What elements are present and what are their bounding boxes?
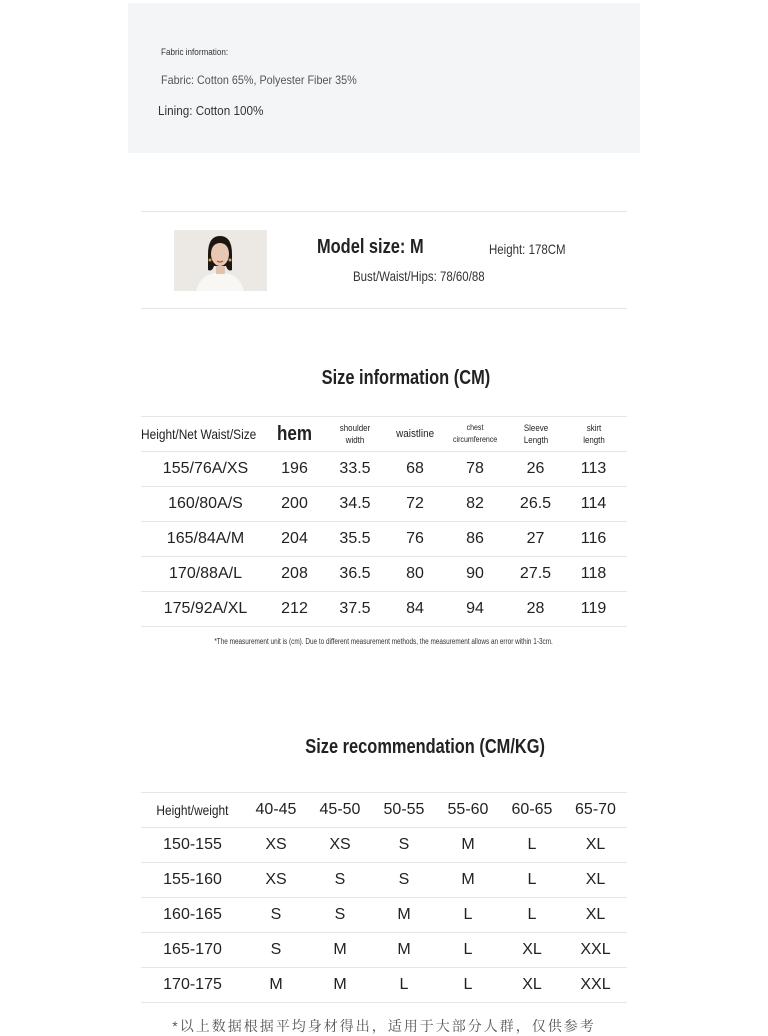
header-weight-range: 45-50 [308, 793, 372, 828]
table-row [141, 898, 627, 933]
table-cell: M [308, 933, 372, 968]
table-cell: 165/84A/M [141, 522, 270, 557]
size-reco-title: Size recommendation (CM/KG) [305, 736, 545, 758]
table-cell: XXL [564, 968, 627, 1003]
header-height-weight: Height/weight [141, 793, 244, 828]
table-cell: M [372, 933, 436, 968]
header-weight-range: 40-45 [244, 793, 308, 828]
table-cell: 155-160 [141, 863, 244, 898]
header-chest-circumference: chest circumference [439, 417, 511, 452]
table-cell: 113 [560, 452, 627, 487]
table-cell: 27 [511, 522, 560, 557]
table-cell: 196 [270, 452, 319, 487]
table-row [141, 522, 627, 557]
table-cell: 165-170 [141, 933, 244, 968]
table-cell: S [308, 863, 372, 898]
table-cell: S [308, 898, 372, 933]
table-cell: L [436, 898, 500, 933]
table-cell: 90 [439, 557, 511, 592]
size-info-title: Size information (CM) [321, 367, 491, 389]
table-cell: 68 [391, 452, 439, 487]
table-cell: L [372, 968, 436, 1003]
table-cell: M [244, 968, 308, 1003]
header-sleeve-length: Sleeve Length [511, 417, 560, 452]
table-cell: 76 [391, 522, 439, 557]
table-cell: 170-175 [141, 968, 244, 1003]
header-weight-range: 50-55 [372, 793, 436, 828]
header-weight-range: 65-70 [564, 793, 627, 828]
table-cell: 114 [560, 487, 627, 522]
table-cell: XL [564, 898, 627, 933]
table-cell: XL [564, 863, 627, 898]
header-weight-range: 60-65 [500, 793, 564, 828]
table-cell: L [500, 898, 564, 933]
table-row [141, 828, 627, 863]
table-cell: 82 [439, 487, 511, 522]
table-cell: XS [244, 828, 308, 863]
table-cell: L [436, 968, 500, 1003]
table-cell: 160/80A/S [141, 487, 270, 522]
table-cell: M [308, 968, 372, 1003]
table-cell: XS [244, 863, 308, 898]
table-row [141, 452, 627, 487]
table-cell: 80 [391, 557, 439, 592]
table-row [141, 933, 627, 968]
table-cell: 26 [511, 452, 560, 487]
table-cell: M [436, 863, 500, 898]
divider [141, 308, 627, 309]
table-cell: 26.5 [511, 487, 560, 522]
header-shoulder-width: shoulder width [319, 417, 391, 452]
model-measurements: Bust/Waist/Hips: 78/60/88 [353, 268, 485, 284]
table-cell: 84 [391, 592, 439, 627]
table-cell: 37.5 [319, 592, 391, 627]
table-row [141, 863, 627, 898]
table-cell: 200 [270, 487, 319, 522]
table-cell: 175/92A/XL [141, 592, 270, 627]
table-cell: S [372, 863, 436, 898]
measurement-note: *The measurement unit is (cm). Due to different measurement methods, the measurement allows an error within 1-3cm. [214, 637, 554, 646]
size-info-header-row [141, 417, 627, 452]
table-cell: 94 [439, 592, 511, 627]
table-cell: 212 [270, 592, 319, 627]
table-cell: 72 [391, 487, 439, 522]
table-cell: XL [564, 828, 627, 863]
header-hem: hem [274, 417, 316, 452]
model-portrait-image [174, 230, 267, 291]
table-cell: 160-165 [141, 898, 244, 933]
table-cell: 155/76A/XS [141, 452, 270, 487]
table-cell: S [372, 828, 436, 863]
model-size: Model size: M [317, 236, 424, 258]
header-waistline: waistline [391, 417, 439, 452]
table-cell: XXL [564, 933, 627, 968]
lining-composition: Lining: Cotton 100% [158, 103, 264, 118]
table-cell: 27.5 [511, 557, 560, 592]
table-cell: S [244, 898, 308, 933]
reference-note: *以上数据根据平均身材得出，适用于大部分人群，仅供参考 [172, 1018, 596, 1034]
model-photo [174, 230, 267, 291]
table-cell: 170/88A/L [141, 557, 270, 592]
table-cell: 86 [439, 522, 511, 557]
table-cell: 36.5 [319, 557, 391, 592]
size-info-table [141, 416, 627, 627]
table-cell: 150-155 [141, 828, 244, 863]
table-cell: 28 [511, 592, 560, 627]
table-cell: XL [500, 968, 564, 1003]
header-height-waist-size: Height/Net Waist/Size [141, 417, 270, 452]
table-row [141, 968, 627, 1003]
table-cell: 118 [560, 557, 627, 592]
fabric-composition: Fabric: Cotton 65%, Polyester Fiber 35% [161, 73, 357, 87]
table-row [141, 592, 627, 627]
fabric-info-title: Fabric information: [161, 47, 229, 57]
divider [141, 211, 627, 212]
size-reco-header-row [141, 793, 627, 828]
table-cell: XS [308, 828, 372, 863]
table-cell: XL [500, 933, 564, 968]
table-cell: L [500, 863, 564, 898]
table-cell: 35.5 [319, 522, 391, 557]
table-cell: L [436, 933, 500, 968]
table-cell: 78 [439, 452, 511, 487]
table-cell: M [436, 828, 500, 863]
table-cell: 33.5 [319, 452, 391, 487]
header-skirt-length: skirt length [560, 417, 627, 452]
fabric-info-panel [128, 3, 640, 153]
table-cell: M [372, 898, 436, 933]
table-cell: 116 [560, 522, 627, 557]
table-row [141, 487, 627, 522]
header-weight-range: 55-60 [436, 793, 500, 828]
size-reco-table [141, 792, 627, 1003]
model-height: Height: 178CM [489, 241, 566, 257]
table-cell: 204 [270, 522, 319, 557]
table-row [141, 557, 627, 592]
table-cell: 208 [270, 557, 319, 592]
table-cell: S [244, 933, 308, 968]
table-cell: 34.5 [319, 487, 391, 522]
table-cell: L [500, 828, 564, 863]
table-cell: 119 [560, 592, 627, 627]
